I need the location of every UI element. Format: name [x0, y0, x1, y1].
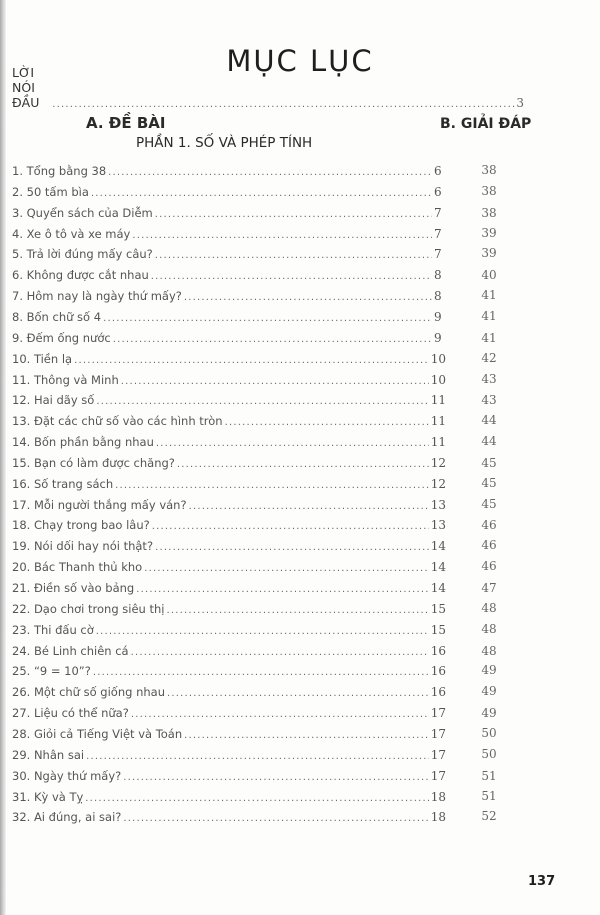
entry-answer-page: 45	[481, 497, 497, 511]
entry-answer-page: 38	[481, 163, 497, 177]
dot-leader	[123, 772, 428, 783]
toc-entry[interactable]	[12, 158, 446, 178]
toc-entry[interactable]	[12, 241, 446, 261]
entry-problem-page: 12	[430, 477, 446, 491]
toc-entry[interactable]	[12, 721, 446, 741]
entry-title: 2. 50 tấm bìa	[12, 185, 89, 199]
toc-entry[interactable]	[12, 471, 446, 491]
section-a-heading: A. ĐỀ BÀI	[86, 114, 166, 132]
entry-problem-page: 17	[430, 727, 446, 741]
entry-title: 24. Bé Linh chiên cá	[12, 644, 129, 658]
dot-leader	[155, 542, 429, 553]
entry-problem-page: 7	[434, 247, 442, 261]
toc-entry[interactable]	[12, 492, 446, 512]
dot-leader	[155, 209, 432, 220]
entry-title: 19. Nói dối hay nói thật?	[12, 539, 154, 553]
entry-problem-page: 16	[430, 644, 446, 658]
entry-problem-page: 17	[430, 769, 446, 783]
toc-entry[interactable]	[12, 617, 446, 637]
dot-leader	[184, 730, 429, 741]
entry-problem-page: 14	[430, 581, 446, 595]
page-number: 137	[528, 874, 556, 889]
entry-title: 11. Thông và Minh	[12, 373, 119, 387]
toc-entry[interactable]	[12, 679, 446, 699]
toc-entry[interactable]	[12, 763, 446, 783]
toc-entry[interactable]	[12, 221, 446, 241]
dot-leader	[52, 99, 515, 110]
dot-leader	[121, 376, 429, 387]
entry-problem-page: 15	[430, 602, 446, 616]
dot-leader	[93, 667, 429, 678]
entry-answer-page: 51	[481, 769, 497, 783]
toc-entry[interactable]	[12, 346, 446, 366]
dot-leader	[123, 813, 428, 824]
entry-title: 4. Xe ô tô và xe máy	[12, 227, 131, 241]
entry-answer-page: 45	[481, 476, 497, 490]
entry-problem-page: 14	[430, 539, 446, 553]
entry-problem-page: 10	[430, 373, 446, 387]
toc-entry[interactable]	[12, 408, 446, 428]
entry-problem-page: 16	[430, 685, 446, 699]
preface-label: LỜI NÓI ĐẦU	[12, 65, 40, 110]
entry-problem-page: 11	[430, 414, 446, 428]
entry-answer-page: 41	[481, 309, 497, 323]
dot-leader	[131, 709, 429, 720]
dot-leader	[177, 459, 429, 470]
entry-answer-page: 38	[481, 184, 497, 198]
toc-entry[interactable]	[12, 387, 446, 407]
entry-title: 28. Giỏi cả Tiếng Việt và Toán	[12, 727, 183, 741]
entry-title: 21. Điền số vào bảng	[12, 581, 135, 595]
page-title: MỤC LỤC	[226, 44, 374, 78]
entry-answer-page: 49	[481, 706, 497, 720]
dot-leader	[103, 313, 432, 324]
entry-answer-page: 49	[481, 663, 497, 677]
entry-answer-page: 49	[481, 684, 497, 698]
entry-answer-page: 50	[481, 726, 497, 740]
entry-answer-page: 46	[481, 559, 497, 573]
entry-problem-page: 14	[430, 560, 446, 574]
dot-leader	[167, 688, 429, 699]
entry-answer-page: 41	[481, 288, 497, 302]
entry-problem-page: 13	[430, 498, 446, 512]
entry-answer-page: 43	[481, 372, 497, 386]
entry-answer-page: 44	[481, 413, 497, 427]
entry-answer-page: 42	[481, 351, 497, 365]
toc-entry[interactable]	[12, 784, 446, 804]
toc-entry[interactable]	[12, 533, 446, 553]
entry-title: 1. Tổng bằng 38	[12, 164, 107, 178]
toc-entry[interactable]	[12, 804, 446, 824]
entry-problem-page: 18	[430, 790, 446, 804]
dot-leader	[91, 188, 432, 199]
entry-answer-page: 48	[481, 622, 497, 636]
dot-leader	[108, 167, 432, 178]
dot-leader	[151, 271, 432, 282]
toc-entry[interactable]	[12, 700, 446, 720]
entry-problem-page: 18	[430, 810, 446, 824]
dot-leader	[85, 793, 428, 804]
toc-entry[interactable]	[12, 304, 446, 324]
section-b-heading: B. GIẢI ĐÁP	[440, 116, 532, 132]
entry-title: 10. Tiền lạ	[12, 352, 73, 366]
entry-problem-page: 11	[430, 435, 446, 449]
entry-problem-page: 10	[430, 352, 446, 366]
entry-title: 15. Bạn có làm được chăng?	[12, 456, 175, 470]
entry-problem-page: 17	[430, 748, 446, 762]
entry-answer-page: 45	[481, 456, 497, 470]
entry-title: 25. “9 = 10”?	[12, 664, 91, 678]
dot-leader	[96, 396, 428, 407]
entry-title: 17. Mỗi người thắng mấy ván?	[12, 498, 187, 512]
dot-leader	[132, 230, 432, 241]
dot-leader	[86, 751, 429, 762]
entry-problem-page: 9	[434, 331, 442, 345]
dot-leader	[113, 334, 432, 345]
entry-problem-page: 7	[434, 206, 442, 220]
toc-entry[interactable]	[12, 512, 446, 532]
toc-entry[interactable]	[12, 262, 446, 282]
preface-entry[interactable]	[12, 65, 524, 110]
dot-leader	[136, 584, 428, 595]
toc-entry[interactable]	[12, 429, 446, 449]
entry-problem-page: 8	[434, 289, 442, 303]
entry-title: 12. Hai dãy số	[12, 393, 95, 407]
toc-entry[interactable]	[12, 283, 446, 303]
entry-title: 6. Không được cắt nhau	[12, 268, 149, 282]
entry-answer-page: 39	[481, 226, 497, 240]
entry-problem-page: 12	[430, 456, 446, 470]
dot-leader	[184, 292, 432, 303]
entry-problem-page: 15	[430, 623, 446, 637]
toc-entry[interactable]	[12, 450, 446, 470]
dot-leader	[152, 521, 429, 532]
part-heading: PHẦN 1. SỐ VÀ PHÉP TÍNH	[136, 135, 313, 151]
toc-entry[interactable]	[12, 742, 446, 762]
toc-entry[interactable]	[12, 638, 446, 658]
entry-answer-page: 47	[481, 581, 497, 595]
entry-problem-page: 7	[434, 227, 442, 241]
entry-title: 16. Số trang sách	[12, 477, 114, 491]
entry-title: 29. Nhân sai	[12, 748, 85, 762]
entry-answer-page: 46	[481, 518, 497, 532]
entry-problem-page: 6	[434, 164, 442, 178]
entry-answer-page: 38	[481, 206, 497, 220]
entry-problem-page: 13	[430, 518, 446, 532]
entry-problem-page: 11	[430, 393, 446, 407]
entry-title: 9. Đếm ống nước	[12, 331, 111, 345]
entry-title: 20. Bác Thanh thủ kho	[12, 560, 143, 574]
toc-entry[interactable]	[12, 179, 446, 199]
entry-problem-page: 6	[434, 185, 442, 199]
entry-title: 18. Chạy trong bao lâu?	[12, 518, 150, 532]
entry-answer-page: 48	[481, 601, 497, 615]
entry-answer-page: 52	[481, 809, 497, 823]
entry-title: 14. Bốn phần bằng nhau	[12, 435, 154, 449]
entry-title: 31. Kỳ và Tỵ	[12, 790, 84, 804]
entry-title: 23. Thi đấu cờ	[12, 623, 94, 637]
preface-page: 3	[516, 96, 524, 110]
dot-leader	[144, 563, 429, 574]
entry-answer-page: 39	[481, 246, 497, 260]
entry-answer-page: 50	[481, 747, 497, 761]
entry-title: 3. Quyển sách của Diễm	[12, 206, 153, 220]
entry-title: 8. Bốn chữ số 4	[12, 310, 102, 324]
dot-leader	[96, 626, 429, 637]
dot-leader	[167, 605, 429, 616]
entry-title: 32. Ai đúng, ai sai?	[12, 810, 122, 824]
entry-answer-page: 40	[481, 268, 497, 282]
entry-answer-page: 48	[481, 644, 497, 658]
dot-leader	[115, 480, 429, 491]
dot-leader	[189, 501, 429, 512]
toc-entry[interactable]	[12, 325, 446, 345]
entry-title: 27. Liệu có thể nữa?	[12, 706, 129, 720]
dot-leader	[156, 438, 429, 449]
dot-leader	[225, 417, 429, 428]
entry-title: 22. Dạo chơi trong siêu thị	[12, 602, 165, 616]
entry-title: 5. Trả lời đúng mấy câu?	[12, 247, 153, 261]
toc-entry[interactable]	[12, 200, 446, 220]
toc-entry[interactable]	[12, 596, 446, 616]
page-binding-edge	[0, 0, 6, 915]
entry-answer-page: 43	[481, 393, 497, 407]
entry-answer-page: 46	[481, 538, 497, 552]
entry-answer-page: 44	[481, 434, 497, 448]
entry-problem-page: 8	[434, 268, 442, 282]
toc-entry[interactable]	[12, 367, 446, 387]
entry-title: 7. Hôm nay là ngày thứ mấy?	[12, 289, 182, 303]
toc-entry[interactable]	[12, 658, 446, 678]
entry-answer-page: 51	[481, 789, 497, 803]
entry-problem-page: 16	[430, 664, 446, 678]
toc-entry[interactable]	[12, 575, 446, 595]
entry-problem-page: 9	[434, 310, 442, 324]
dot-leader	[74, 355, 429, 366]
toc-entry[interactable]	[12, 554, 446, 574]
entry-problem-page: 17	[430, 706, 446, 720]
entry-title: 26. Một chữ số giống nhau	[12, 685, 165, 699]
dot-leader	[131, 647, 429, 658]
entry-title: 13. Đặt các chữ số vào các hình tròn	[12, 414, 223, 428]
entry-answer-page: 41	[481, 331, 497, 345]
entry-title: 30. Ngày thứ mấy?	[12, 769, 122, 783]
dot-leader	[155, 250, 432, 261]
